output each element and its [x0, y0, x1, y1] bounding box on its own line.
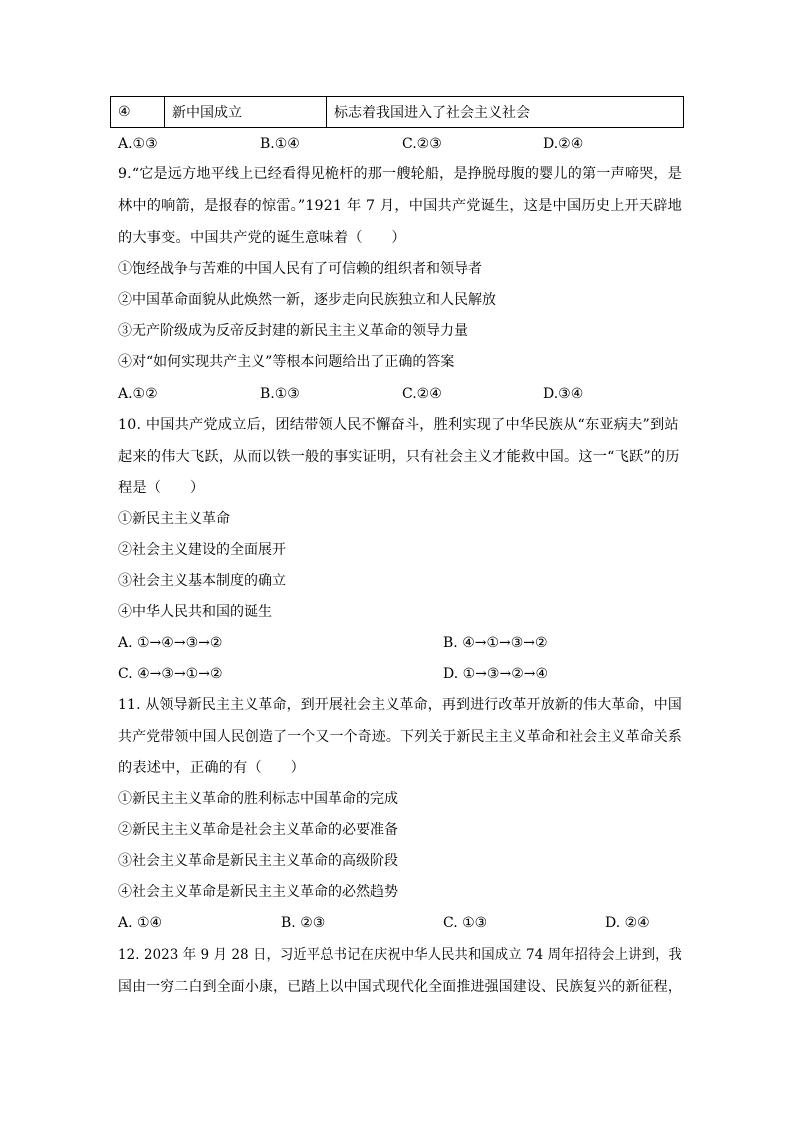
q9-option-a[interactable]: A.①②: [118, 386, 158, 402]
q9-stem-line-2: 林中的响箭，是报春的惊雷。”1921 年 7 月，中国共产党诞生，这是中国历史上开天辟地: [118, 198, 683, 214]
q10-option-d[interactable]: D. ①→③→②→④: [443, 666, 549, 682]
q11-option-b[interactable]: B. ②③: [281, 915, 326, 931]
q9-item-2: ②中国革命面貌从此焕然一新，逐步走向民族独立和人民解放: [118, 292, 496, 308]
q10-item-4: ④中华人民共和国的诞生: [118, 604, 272, 620]
q11-stem-line-2: 共产党带领中国人民创造了一个又一个奇迹。下列关于新民主主义革命和社会主义革命关系: [118, 729, 683, 745]
q11-option-a[interactable]: A. ①④: [118, 915, 163, 931]
q10-stem-line-2: 起来的伟大飞跃，从而以铁一般的事实证明，只有社会主义才能救中国。这一“飞跃”的历: [118, 449, 680, 465]
q10-option-b[interactable]: B. ④→①→③→②: [443, 635, 548, 651]
q10-option-c[interactable]: C. ④→③→①→②: [118, 666, 223, 682]
q9-option-b[interactable]: B.①③: [260, 386, 300, 402]
q8-option-d[interactable]: D.②④: [543, 136, 584, 152]
q9-stem-line-3: 的大事变。中国共产党的诞生意味着（ ）: [118, 230, 406, 246]
q9-item-1: ①饱经战争与苦难的中国人民有了可信赖的组织者和领导者: [118, 261, 482, 277]
q8-option-b[interactable]: B.①④: [260, 136, 300, 152]
answer-table-row: [110, 96, 684, 128]
q9-item-4: ④对“如何实现共产主义”等根本问题给出了正确的答案: [118, 354, 455, 370]
q12-stem-line-1: 12. 2023 年 9 月 28 日，习近平总书记在庆祝中华人民共和国成立 74 周年招待会上讲到，我: [118, 947, 682, 963]
q10-stem-line-3: 程是（ ）: [118, 480, 205, 496]
table-cell-event: 新中国成立: [165, 97, 327, 127]
q9-stem-line-1: 9.“它是远方地平线上已经看得见桅杆的那一艘轮船，是挣脱母腹的婴儿的第一声啼哭，是: [118, 166, 682, 182]
table-cell-meaning: 标志着我国进入了社会主义社会: [334, 105, 530, 121]
q11-item-4: ④社会主义革命是新民主主义革命的必然趋势: [118, 884, 398, 900]
q11-option-d[interactable]: D. ②④: [605, 915, 650, 931]
table-cell-number: ④: [111, 97, 165, 127]
q12-stem-line-2: 国由一穷二白到全面小康，已踏上以中国式现代化全面推进强国建设、民族复兴的新征程，: [118, 979, 683, 995]
q9-item-3: ③无产阶级成为反帝反封建的新民主主义革命的领导力量: [118, 323, 468, 339]
q8-option-c[interactable]: C.②③: [402, 136, 442, 152]
q11-item-1: ①新民主主义革命的胜利标志中国革命的完成: [118, 791, 398, 807]
q8-option-a[interactable]: A.①③: [118, 136, 158, 152]
q11-stem-line-1: 11. 从领导新民主主义革命，到开展社会主义革命，再到进行改革开放新的伟大革命，中国: [118, 697, 682, 713]
q9-option-c[interactable]: C.②④: [402, 386, 442, 402]
q11-stem-line-3: 的表述中，正确的有（ ）: [118, 760, 306, 776]
q11-option-c[interactable]: C. ①③: [443, 915, 488, 931]
q10-stem-line-1: 10. 中国共产党成立后，团结带领人民不懈奋斗，胜利实现了中华民族从“东亚病夫”到站: [118, 417, 679, 433]
q10-option-a[interactable]: A. ①→④→③→②: [118, 635, 223, 651]
q11-item-3: ③社会主义革命是新民主主义革命的高级阶段: [118, 853, 398, 869]
q9-option-d[interactable]: D.③④: [543, 386, 584, 402]
q11-item-2: ②新民主主义革命是社会主义革命的必要准备: [118, 822, 398, 838]
q10-item-2: ②社会主义建设的全面展开: [118, 542, 286, 558]
q10-item-3: ③社会主义基本制度的确立: [118, 573, 286, 589]
q10-item-1: ①新民主主义革命: [118, 511, 230, 527]
